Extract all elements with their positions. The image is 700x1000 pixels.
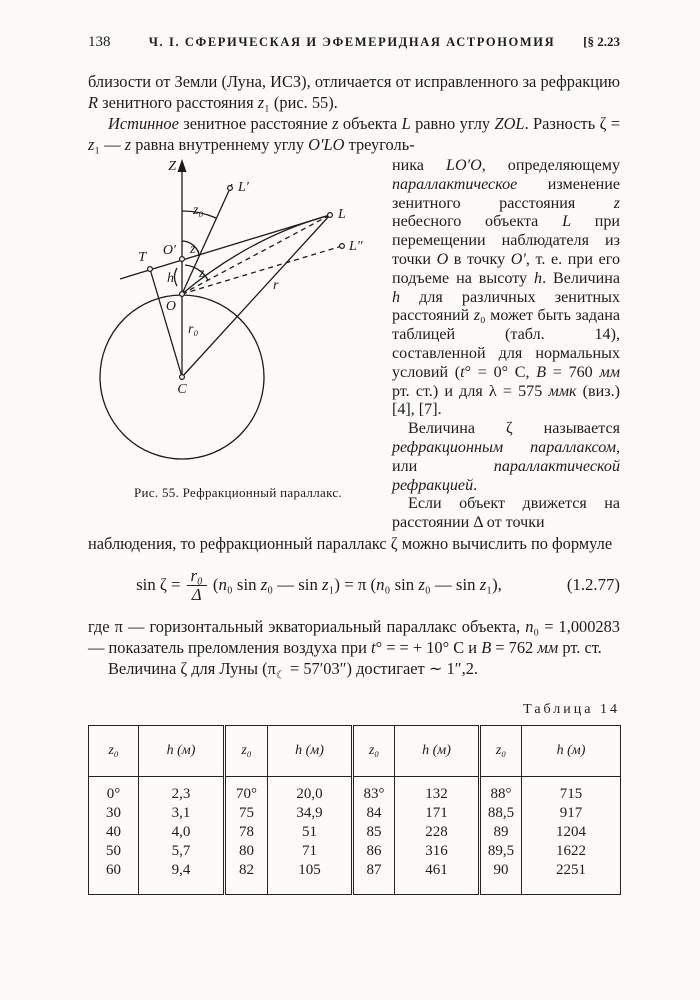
line-c-to-l-radius-r bbox=[182, 215, 330, 377]
table-cell: 84 bbox=[353, 804, 395, 823]
body-paragraph: Истинное зенитное расстояние z объекта L равно углу ZOL. Разность ζ = z₁ — z равна внутреннему углу O′LO треуголь- bbox=[88, 114, 620, 154]
table-row bbox=[89, 861, 621, 895]
column-paragraph: Величина ζ называется рефракционным параллаксом, или параллактической рефракцией. bbox=[392, 420, 620, 494]
table-row bbox=[89, 777, 621, 805]
table-header-cell: h (м) bbox=[139, 726, 225, 777]
label-angle-z1: z₁ bbox=[190, 242, 201, 257]
equation-body bbox=[136, 567, 502, 604]
label-height-h: h bbox=[167, 271, 174, 286]
label-l-prime: L′ bbox=[238, 180, 249, 195]
figure-block bbox=[88, 157, 388, 501]
table-cell: 1622 bbox=[522, 842, 621, 861]
table-cell: 86 bbox=[353, 842, 395, 861]
equation-rhs: (n₀ sin z₀ — sin z₁) = π (n₀ sin z₀ — sin z₁), bbox=[212, 575, 502, 595]
table-cell: 50 bbox=[106, 843, 121, 860]
running-title: Ч. I. СФЕРИЧЕСКАЯ И ЭФЕМЕРИДНАЯ АСТРОНОМИЯ bbox=[148, 35, 556, 49]
table-cell: 171 bbox=[395, 804, 480, 823]
table-cell: 82 bbox=[225, 861, 268, 895]
page-header bbox=[88, 34, 620, 51]
fraction-numerator: r₀ bbox=[187, 567, 207, 586]
table-cell: 40 bbox=[106, 824, 121, 841]
fraction-denominator: Δ bbox=[191, 584, 202, 604]
equation-1-2-77 bbox=[88, 567, 620, 604]
table-title: Таблица 14 bbox=[523, 702, 620, 718]
table-cell: 30 bbox=[106, 805, 121, 822]
table-cell: 85 bbox=[353, 823, 395, 842]
label-o: O bbox=[165, 299, 176, 314]
table-header-row bbox=[89, 726, 621, 777]
table-cell: 9,4 bbox=[139, 861, 225, 895]
equation-lhs: sin ζ = bbox=[136, 575, 181, 595]
table-header-cell: z₀ bbox=[225, 726, 268, 777]
dashed-chord-o-to-l bbox=[182, 215, 330, 294]
table-cell: 87 bbox=[353, 861, 395, 895]
label-angle-z0: z₀ bbox=[193, 203, 204, 218]
table-header-cell: h (м) bbox=[522, 726, 621, 777]
table-cell: 2,3 bbox=[139, 777, 225, 805]
table-cell: 2251 bbox=[522, 861, 621, 895]
table-header-cell: h (м) bbox=[268, 726, 353, 777]
label-angle-z: z bbox=[199, 266, 205, 281]
table-cell: 34,9 bbox=[268, 804, 353, 823]
label-radius-r0: r₀ bbox=[188, 322, 199, 337]
section-reference: [§ 2.23 bbox=[583, 34, 620, 49]
point-l bbox=[328, 213, 333, 218]
table-cell: 316 bbox=[395, 842, 480, 861]
label-distance-r: r bbox=[273, 278, 279, 293]
table-cell: 60 bbox=[106, 862, 121, 879]
table-cell: 228 bbox=[395, 823, 480, 842]
table-cell: 1204 bbox=[522, 823, 621, 842]
table-cell: 105 bbox=[268, 861, 353, 895]
table-header-cell: z₀ bbox=[480, 726, 522, 777]
refraction-parallax-table bbox=[88, 725, 621, 895]
column-paragraph: Если объект движется на расстоянии Δ от точки bbox=[392, 495, 620, 532]
table-cell: 715 bbox=[522, 777, 621, 805]
label-c: C bbox=[177, 382, 187, 397]
table-cell: 75 bbox=[225, 804, 268, 823]
table-row bbox=[89, 823, 621, 842]
page-number: 138 bbox=[88, 34, 111, 50]
angle-arc-z bbox=[185, 265, 208, 280]
table-cell: 132 bbox=[395, 777, 480, 805]
table-cell: 83° bbox=[353, 777, 395, 805]
table-cell: 917 bbox=[522, 804, 621, 823]
table-row bbox=[89, 804, 621, 823]
point-o-prime bbox=[180, 257, 185, 262]
column-paragraph: ника LO′O, определяющему параллактическое изменение зенитного расстояния z небесного объекта L при перемещении наблюдателя из точки O в точку O′, т. е. при его подъеме на высоту h. Величина h для различных зенитных расстояний z₀ может быть задана таблицей (табл. 14), составленной для нормальных условий (t° = 0° C, B = 760 мм рт. ст.) и для λ = 575 ммк (виз.) [4], [7]. bbox=[392, 157, 621, 419]
figure-text-row bbox=[88, 157, 620, 533]
table-cell: 51 bbox=[268, 823, 353, 842]
body-paragraph: наблюдения, то рефракционный параллакс ζ можно вычислить по формуле bbox=[88, 533, 613, 553]
table-cell: 90 bbox=[480, 861, 522, 895]
label-o-prime: O′ bbox=[162, 243, 176, 258]
label-t: T bbox=[138, 250, 146, 265]
table-cell: 5,7 bbox=[139, 842, 225, 861]
table-cell: 70° bbox=[225, 777, 268, 805]
point-t bbox=[148, 267, 153, 272]
table-cell: 89 bbox=[480, 823, 522, 842]
table-cell: 71 bbox=[268, 842, 353, 861]
label-zenith: Z bbox=[168, 159, 176, 174]
table-header-cell: h (м) bbox=[395, 726, 480, 777]
refraction-parallax-diagram bbox=[92, 157, 384, 475]
figure-caption: Рис. 55. Рефракционный параллакс. bbox=[134, 485, 342, 500]
table-header-cell: z₀ bbox=[353, 726, 395, 777]
table-cell: 3,1 bbox=[139, 804, 225, 823]
point-c bbox=[180, 375, 185, 380]
table-cell: 78 bbox=[225, 823, 268, 842]
point-l-prime bbox=[228, 186, 233, 191]
height-h-bracket bbox=[175, 268, 178, 286]
table-cell: 20,0 bbox=[268, 777, 353, 805]
body-paragraph-continuation: близости от Земли (Луна, ИСЗ), отличается от исправленного за рефракцию R зенитного расстояния z₁ (рис. 55). bbox=[88, 72, 620, 112]
table-cell: 4,0 bbox=[139, 823, 225, 842]
point-l-dprime bbox=[340, 244, 345, 249]
label-l: L bbox=[338, 207, 346, 222]
table-row bbox=[89, 842, 621, 861]
label-l-dprime: L″ bbox=[349, 239, 363, 254]
table-cell: 0° bbox=[106, 786, 121, 803]
right-column bbox=[388, 157, 620, 533]
table-cell: 80 bbox=[225, 842, 268, 861]
zenith-arrowhead bbox=[178, 159, 187, 172]
table-cell: 88° bbox=[480, 777, 522, 805]
table-cell: 461 bbox=[395, 861, 480, 895]
equation-number: (1.2.77) bbox=[566, 575, 620, 595]
body-paragraph: где π — горизонтальный экваториальный параллакс объекта, n₀ = 1,000283 — показатель преломления воздуха при t° = = + 10° C и B = 762 мм рт. ст. bbox=[88, 617, 621, 658]
point-o bbox=[180, 292, 185, 297]
table-cell: 88,5 bbox=[480, 804, 522, 823]
table-cell: 89,5 bbox=[480, 842, 522, 861]
table-header-cell: z₀ bbox=[89, 726, 139, 777]
equation-fraction bbox=[187, 567, 207, 604]
body-paragraph: Величина ζ для Луны $(\pi_☾ = 57'03'')$ достигает ∼ 1″,2. bbox=[108, 659, 479, 682]
